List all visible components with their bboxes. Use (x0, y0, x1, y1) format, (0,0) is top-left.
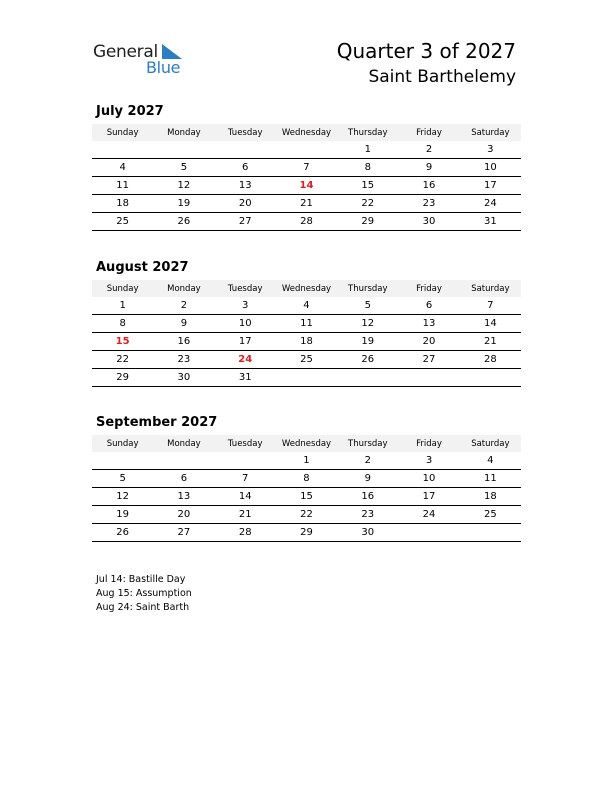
empty-day-cell (153, 141, 214, 159)
day-cell: 7 (276, 159, 337, 177)
weekday-header: Sunday (92, 124, 153, 141)
day-cell: 17 (460, 177, 521, 195)
day-cell: 19 (92, 506, 153, 524)
day-cell: 21 (276, 195, 337, 213)
empty-day-cell (398, 369, 459, 387)
day-cell: 26 (337, 351, 398, 369)
weekday-header: Thursday (337, 124, 398, 141)
month-title: August 2027 (96, 260, 189, 275)
empty-day-cell (460, 369, 521, 387)
day-cell: 21 (215, 506, 276, 524)
day-cell: 22 (337, 195, 398, 213)
weekday-header: Tuesday (215, 435, 276, 452)
day-cell: 29 (276, 524, 337, 542)
day-cell: 13 (398, 315, 459, 333)
day-cell: 10 (215, 315, 276, 333)
empty-day-cell (398, 524, 459, 542)
calendar-table (92, 435, 521, 542)
weekday-header: Monday (153, 280, 214, 297)
page-subtitle: Saint Barthelemy (368, 67, 516, 87)
day-cell: 4 (92, 159, 153, 177)
week-row (92, 195, 521, 213)
day-cell: 29 (337, 213, 398, 231)
day-cell: 28 (460, 351, 521, 369)
holiday-notes (96, 573, 192, 615)
day-cell: 25 (92, 213, 153, 231)
day-cell: 15 (276, 488, 337, 506)
day-cell: 2 (337, 452, 398, 470)
week-row (92, 177, 521, 195)
weekday-header: Friday (398, 280, 459, 297)
day-cell: 11 (92, 177, 153, 195)
day-cell: 20 (398, 333, 459, 351)
day-cell: 24 (398, 506, 459, 524)
month-september (92, 415, 521, 542)
logo (93, 42, 203, 78)
day-cell: 29 (92, 369, 153, 387)
day-cell: 5 (153, 159, 214, 177)
day-cell: 6 (215, 159, 276, 177)
day-cell: 11 (460, 470, 521, 488)
day-cell: 23 (398, 195, 459, 213)
weekday-header: Friday (398, 124, 459, 141)
weekday-header: Sunday (92, 280, 153, 297)
day-cell: 31 (460, 213, 521, 231)
holiday-note: Jul 14: Bastille Day (96, 574, 186, 585)
empty-day-cell (337, 369, 398, 387)
day-cell: 30 (398, 213, 459, 231)
day-cell: 2 (398, 141, 459, 159)
day-cell: 16 (337, 488, 398, 506)
week-row (92, 141, 521, 159)
day-cell: 18 (460, 488, 521, 506)
day-cell: 14 (215, 488, 276, 506)
day-cell: 23 (337, 506, 398, 524)
day-cell: 19 (153, 195, 214, 213)
day-cell: 24 (215, 351, 276, 369)
day-cell: 10 (460, 159, 521, 177)
week-row (92, 351, 521, 369)
day-cell: 25 (276, 351, 337, 369)
day-cell: 16 (398, 177, 459, 195)
day-cell: 8 (337, 159, 398, 177)
day-cell: 17 (398, 488, 459, 506)
day-cell: 19 (337, 333, 398, 351)
day-cell: 28 (215, 524, 276, 542)
empty-day-cell (153, 452, 214, 470)
day-cell: 24 (460, 195, 521, 213)
logo-general-text: General (93, 42, 158, 62)
day-cell: 30 (153, 369, 214, 387)
day-cell: 10 (398, 470, 459, 488)
empty-day-cell (215, 452, 276, 470)
weekday-header: Tuesday (215, 124, 276, 141)
weekday-header: Friday (398, 435, 459, 452)
week-row (92, 159, 521, 177)
day-cell: 6 (398, 297, 459, 315)
day-cell: 22 (92, 351, 153, 369)
empty-day-cell (92, 452, 153, 470)
empty-day-cell (276, 141, 337, 159)
day-cell: 6 (153, 470, 214, 488)
day-cell: 5 (92, 470, 153, 488)
day-cell: 17 (215, 333, 276, 351)
weekday-header: Monday (153, 124, 214, 141)
weekday-header: Wednesday (276, 124, 337, 141)
day-cell: 12 (92, 488, 153, 506)
month-title: September 2027 (96, 415, 218, 430)
day-cell: 8 (276, 470, 337, 488)
day-cell: 4 (460, 452, 521, 470)
week-row (92, 488, 521, 506)
day-cell: 8 (92, 315, 153, 333)
day-cell: 9 (398, 159, 459, 177)
day-cell: 3 (398, 452, 459, 470)
day-cell: 1 (276, 452, 337, 470)
week-row (92, 369, 521, 387)
week-row (92, 213, 521, 231)
weekday-header: Sunday (92, 435, 153, 452)
day-cell: 20 (153, 506, 214, 524)
page-title: Quarter 3 of 2027 (336, 39, 516, 63)
week-row (92, 506, 521, 524)
day-cell: 31 (215, 369, 276, 387)
holiday-note: Aug 24: Saint Barth (96, 602, 190, 613)
holiday-note: Aug 15: Assumption (96, 588, 192, 599)
day-cell: 25 (460, 506, 521, 524)
day-cell: 7 (460, 297, 521, 315)
weekday-header: Saturday (460, 435, 521, 452)
month-july (92, 104, 521, 231)
empty-day-cell (460, 524, 521, 542)
day-cell: 7 (215, 470, 276, 488)
day-cell: 4 (276, 297, 337, 315)
day-cell: 9 (337, 470, 398, 488)
day-cell: 27 (153, 524, 214, 542)
week-row (92, 452, 521, 470)
day-cell: 18 (92, 195, 153, 213)
day-cell: 18 (276, 333, 337, 351)
day-cell: 27 (215, 213, 276, 231)
day-cell: 5 (337, 297, 398, 315)
day-cell: 9 (153, 315, 214, 333)
month-title: July 2027 (96, 104, 164, 119)
logo-blue-text: Blue (146, 58, 181, 77)
day-cell: 3 (215, 297, 276, 315)
weekday-header: Tuesday (215, 280, 276, 297)
week-row (92, 315, 521, 333)
day-cell: 12 (337, 315, 398, 333)
day-cell: 12 (153, 177, 214, 195)
empty-day-cell (92, 141, 153, 159)
logo-triangle-icon (162, 44, 182, 59)
day-cell: 27 (398, 351, 459, 369)
day-cell: 26 (153, 213, 214, 231)
empty-day-cell (215, 141, 276, 159)
weekday-header: Monday (153, 435, 214, 452)
month-august (92, 260, 521, 387)
day-cell: 16 (153, 333, 214, 351)
week-row (92, 297, 521, 315)
day-cell: 13 (153, 488, 214, 506)
day-cell: 13 (215, 177, 276, 195)
calendar-table (92, 280, 521, 387)
weekday-header: Thursday (337, 280, 398, 297)
day-cell: 1 (337, 141, 398, 159)
day-cell: 11 (276, 315, 337, 333)
day-cell: 23 (153, 351, 214, 369)
weekday-header: Saturday (460, 124, 521, 141)
weekday-header: Thursday (337, 435, 398, 452)
day-cell: 15 (337, 177, 398, 195)
day-cell: 2 (153, 297, 214, 315)
day-cell: 14 (276, 177, 337, 195)
day-cell: 21 (460, 333, 521, 351)
day-cell: 1 (92, 297, 153, 315)
empty-day-cell (276, 369, 337, 387)
day-cell: 22 (276, 506, 337, 524)
weekday-header: Saturday (460, 280, 521, 297)
weekday-header: Wednesday (276, 435, 337, 452)
week-row (92, 333, 521, 351)
day-cell: 28 (276, 213, 337, 231)
week-row (92, 470, 521, 488)
day-cell: 20 (215, 195, 276, 213)
week-row (92, 524, 521, 542)
day-cell: 30 (337, 524, 398, 542)
calendar-table (92, 124, 521, 231)
day-cell: 14 (460, 315, 521, 333)
day-cell: 15 (92, 333, 153, 351)
weekday-header: Wednesday (276, 280, 337, 297)
day-cell: 3 (460, 141, 521, 159)
day-cell: 26 (92, 524, 153, 542)
